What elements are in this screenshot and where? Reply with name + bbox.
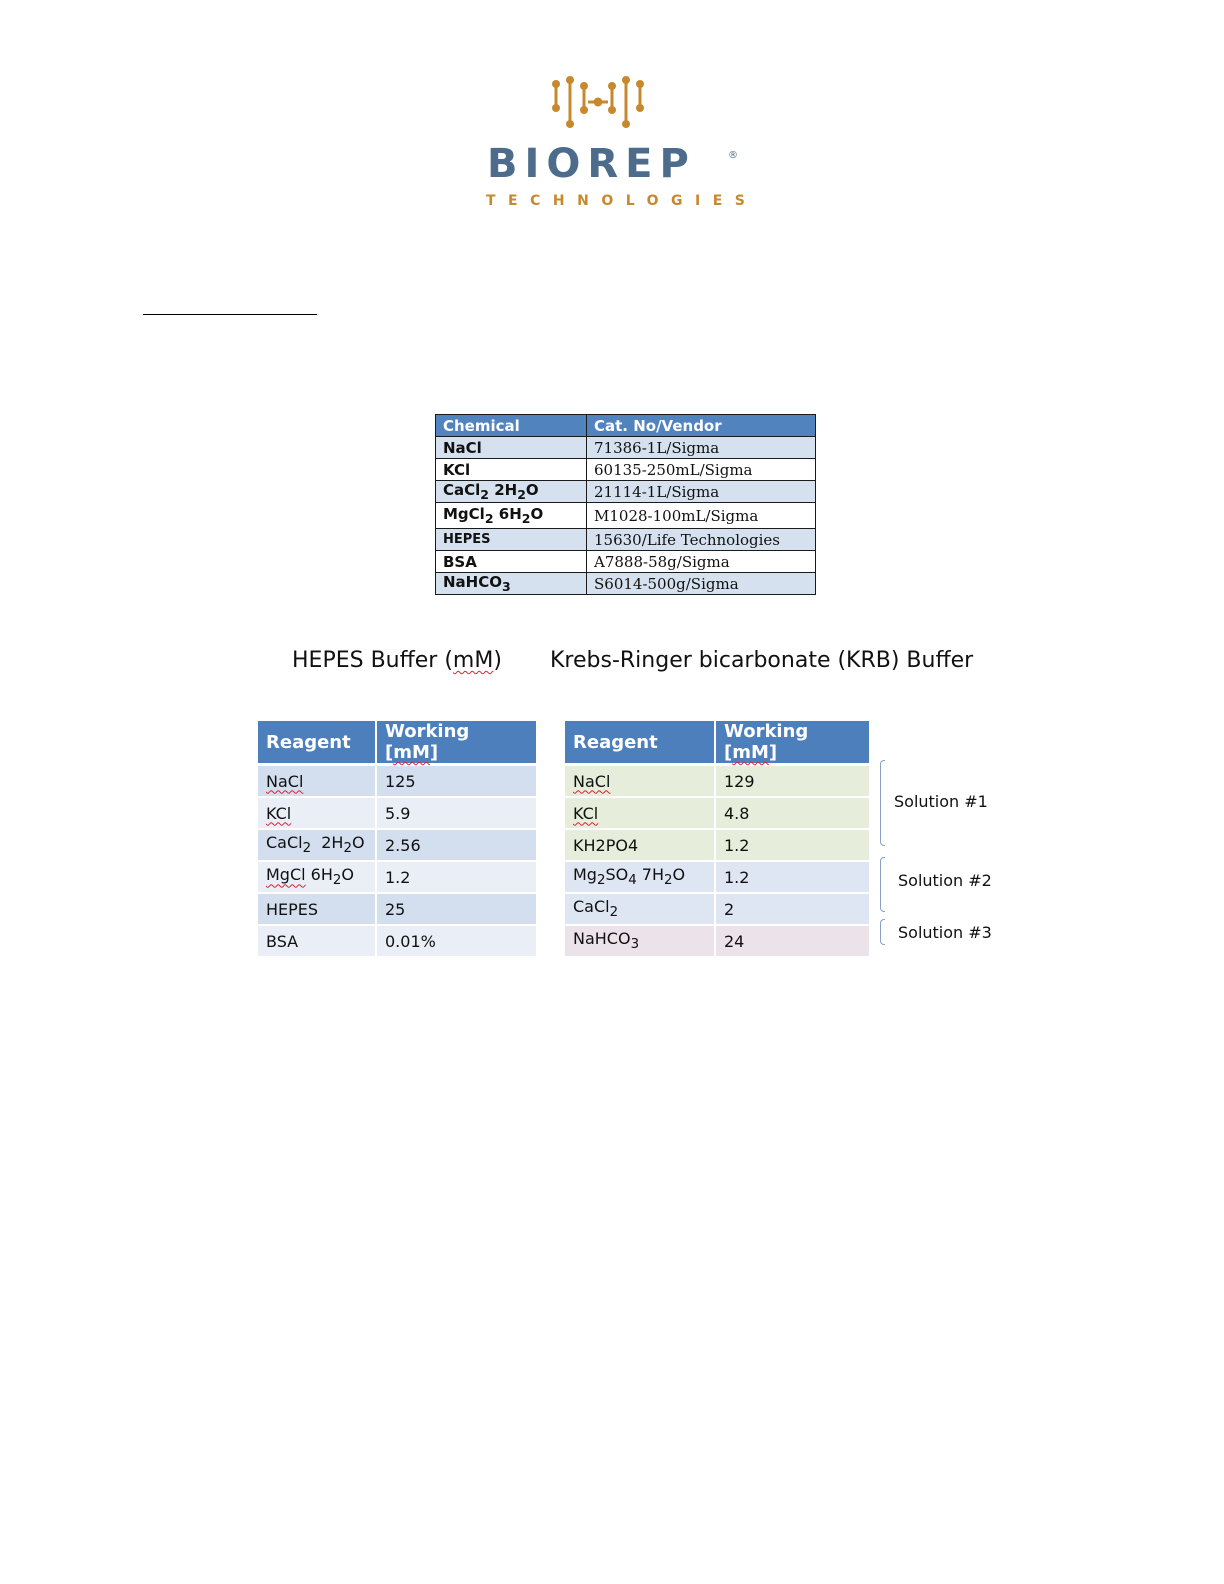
solution-1-label: Solution #1: [894, 792, 988, 811]
vendor-catalog-cell: 15630/Life Technologies: [587, 529, 816, 551]
table-row: [258, 861, 537, 893]
table-row: [436, 481, 816, 503]
vendor-table-header-row: [436, 415, 816, 437]
table-row: [565, 765, 870, 798]
table-row: [258, 925, 537, 957]
krb-header-working: Working [mM]: [715, 721, 870, 765]
krb-working-cell: 2: [715, 893, 870, 925]
krb-reagent-cell: NaCl: [565, 765, 715, 798]
krb-reagent-cell: KH2PO4: [565, 829, 715, 861]
vendor-catalog-cell: M1028-100mL/Sigma: [587, 503, 816, 529]
table-row: [436, 529, 816, 551]
vendor-chemical-cell: HEPES: [436, 529, 587, 551]
logo-brand-text: BIOREP: [487, 141, 696, 187]
vendor-chemical-cell: CaCl$_2$ $2H_2O$: [436, 481, 587, 503]
hepes-working-cell: 0.01%: [376, 925, 537, 957]
solution-3-label: Solution #3: [898, 923, 992, 942]
krb-buffer-title: Krebs-Ringer bicarbonate (KRB) Buffer: [550, 648, 974, 673]
krb-header-row: [565, 721, 870, 765]
hepes-working-cell: 5.9: [376, 797, 537, 829]
solution-2-label: Solution #2: [898, 871, 992, 890]
table-row: [258, 765, 537, 798]
hepes-working-cell: 125: [376, 765, 537, 798]
table-row: [436, 551, 816, 573]
vendor-catalog-cell: 71386-1L/Sigma: [587, 437, 816, 459]
table-row: [436, 573, 816, 595]
krb-working-cell: 24: [715, 925, 870, 957]
hepes-header-working: Working [mM]: [376, 721, 537, 765]
hepes-working-cell: 25: [376, 893, 537, 925]
krb-header-reagent: Reagent: [565, 721, 715, 765]
hepes-reagent-cell: NaCl: [258, 765, 376, 798]
hepes-buffer-table: [258, 721, 538, 958]
hepes-working-cell: 1.2: [376, 861, 537, 893]
vendor-header-catalog: Cat. No/Vendor: [587, 415, 816, 437]
vendor-table: [435, 414, 816, 595]
hepes-reagent-cell: HEPES: [258, 893, 376, 925]
table-row: [436, 459, 816, 481]
table-row: [258, 829, 537, 861]
heading-underline-rule: [143, 314, 317, 315]
vendor-catalog-cell: S6014-500g/Sigma: [587, 573, 816, 595]
hepes-reagent-cell: BSA: [258, 925, 376, 957]
krb-working-cell: 129: [715, 765, 870, 798]
vendor-chemical-cell: MgCl$_2$ $6H_2O$: [436, 503, 587, 529]
krb-reagent-cell: $Mg_2SO_4$ $7H_2O$: [565, 861, 715, 893]
vendor-chemical-cell: NaHCO$_3$: [436, 573, 587, 595]
krb-working-cell: 1.2: [715, 829, 870, 861]
krb-working-cell: 4.8: [715, 797, 870, 829]
hepes-reagent-cell: KCl: [258, 797, 376, 829]
vendor-catalog-cell: 21114-1L/Sigma: [587, 481, 816, 503]
hepes-reagent-cell: MgCl $6H_2O$: [258, 861, 376, 893]
krb-reagent-cell: NaHCO$_3$: [565, 925, 715, 957]
krb-buffer-table: [565, 721, 871, 958]
hepes-buffer-title: HEPES Buffer (mM): [292, 648, 502, 673]
table-row: [565, 829, 870, 861]
krb-reagent-cell: CaCl$_2$: [565, 893, 715, 925]
vendor-chemical-cell: BSA: [436, 551, 587, 573]
logo-mark-icon: [548, 74, 648, 130]
krb-working-cell: 1.2: [715, 861, 870, 893]
table-row: [565, 861, 870, 893]
table-row: [565, 893, 870, 925]
solution-1-bracket: [880, 760, 885, 846]
hepes-reagent-cell: CaCl$_2$ $2H_2O$: [258, 829, 376, 861]
solution-2-bracket: [880, 857, 885, 912]
table-row: [565, 925, 870, 957]
table-row: [436, 503, 816, 529]
table-row: [436, 437, 816, 459]
vendor-catalog-cell: 60135-250mL/Sigma: [587, 459, 816, 481]
solution-3-bracket: [880, 919, 885, 945]
vendor-chemical-cell: NaCl: [436, 437, 587, 459]
table-row: [258, 797, 537, 829]
table-row: [565, 797, 870, 829]
hepes-header-reagent: Reagent: [258, 721, 376, 765]
krb-reagent-cell: KCl: [565, 797, 715, 829]
table-row: [258, 893, 537, 925]
vendor-catalog-cell: A7888-58g/Sigma: [587, 551, 816, 573]
vendor-header-chemical: Chemical: [436, 415, 587, 437]
hepes-header-row: [258, 721, 537, 765]
vendor-chemical-cell: KCl: [436, 459, 587, 481]
logo-registered-mark: ®: [728, 150, 738, 161]
logo-subtitle-text: TECHNOLOGIES: [486, 193, 758, 209]
hepes-working-cell: 2.56: [376, 829, 537, 861]
